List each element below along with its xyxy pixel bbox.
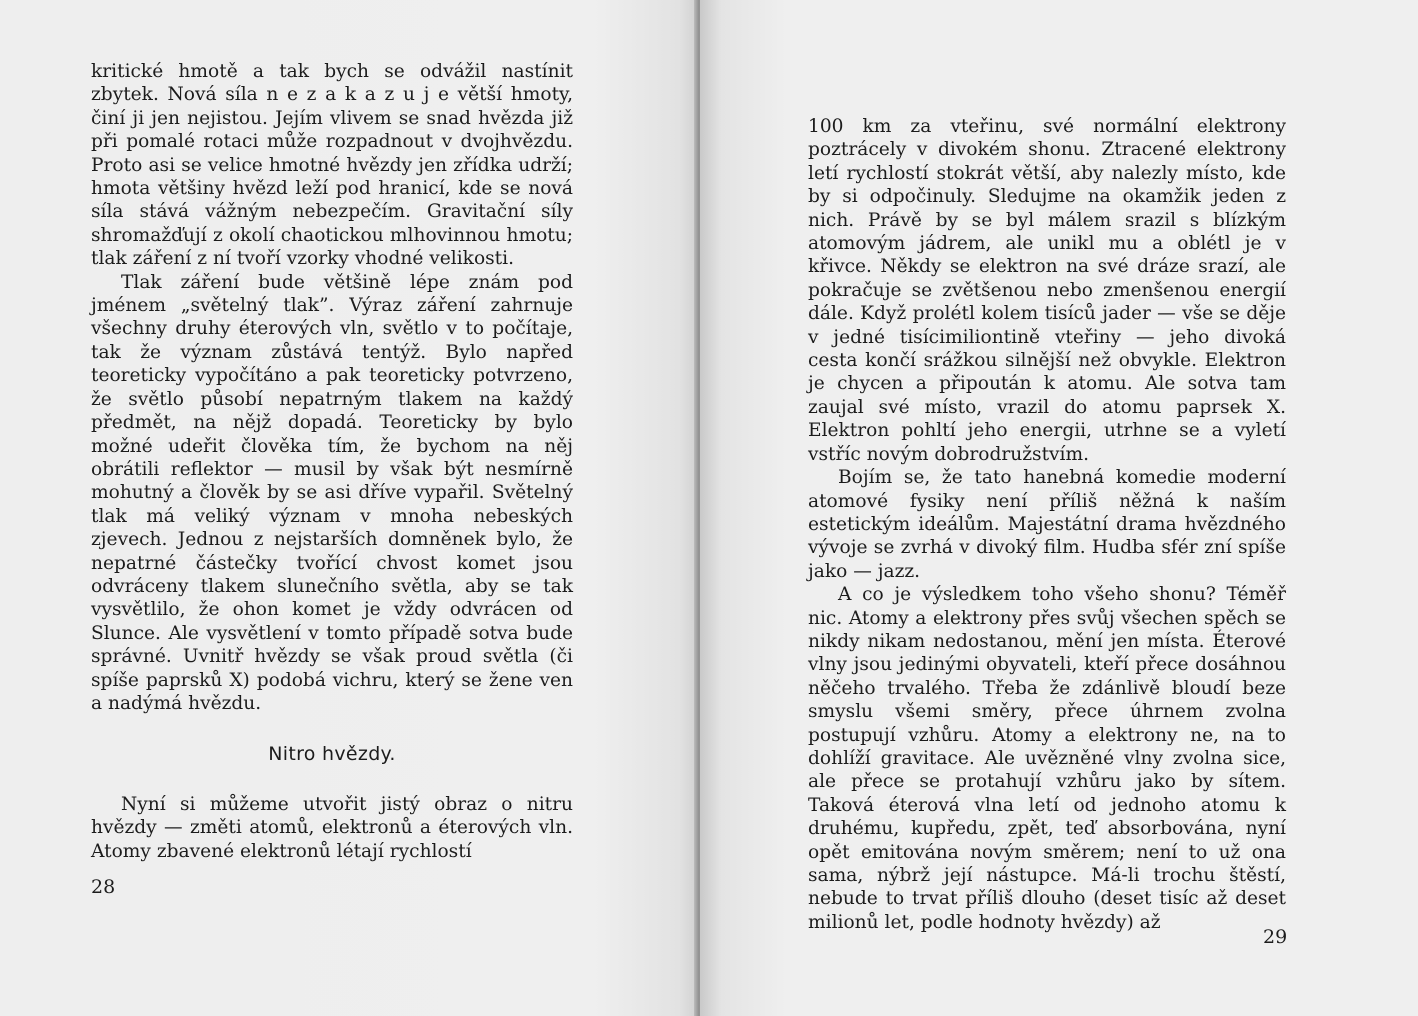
right-page-text <box>808 115 1286 934</box>
paragraph: 100 km za vteřinu, své normální elektrony poztrácely v divokém shonu. Ztracené elektrony letí rychlostí stokrát větší, aby nalezly místo, kde by si odpočinuly. Sledujme na okamžik jeden z nich. Právě by se byl málem srazil s blízkým atomovým jádrem, ale unikl mu a oblétl je v křivce. Někdy se elektron na své dráze srazí, ale pokračuje se zvětšenou nebo zmenšenou energií dále. Když prolétl kolem tisíců jader — vše se děje v jedné tisícimiliontině vteřiny — jeho divoká cesta končí srážkou silnější než obvykle. Elektron je chycen a připoután k atomu. Ale sotva tam zaujal své místo, vrazil do atomu paprsek X. Elektron pohltí jeho energii, utrhne se a vyletí vstříc novým dobrodružstvím. <box>808 116 1286 465</box>
paragraph: Nyní si můžeme utvořit jistý obraz o nitru hvězdy — změti atomů, elektronů a éterových vln. Atomy zbavené elektronů létají rychlostí <box>91 793 573 862</box>
left-page-text <box>91 60 573 863</box>
paragraph: Bojím se, že tato hanebná komedie moderní atomové fysiky není příliš něžná k naším estetickým ideálům. Majestátní drama hvězdného vývoje se zvrhá v divoký film. Hudba sfér zní spíše jako — jazz. <box>808 467 1286 582</box>
paragraph: Tlak záření bude většině lépe znám pod jménem „světelný tlak”. Výraz záření zahrnuje všechny druhy éterových vln, světlo v to počítaje, tak že význam zůstává tentýž. Bylo napřed teoreticky vypočítáno a pak teoreticky potvrzeno, že světlo působí nepatrným tlakem na každý předmět, na nějž dopadá. Teoreticky by bylo možné udeřit člověka tím, že bychom na něj obrátili reflektor — musil by však být nesmírně mohutný a člověk by se asi dříve vypařil. Světelný tlak má veliký význam v mnoha nebeských zjevech. Jednou z nejstarších domněnek bylo, že nepatrné částečky tvořící chvost komet jsou odvráceny tlakem slunečního světla, aby se tak vysvětlilo, že ohon komet je vždy odvrácen od Slunce. Ale vysvětlení v tomto případě sotva bude správné. Uvnitř hvězdy se však proud světla (či spíše paprsků X) podobá vichru, který se žene ven a nadýmá hvězdu. <box>91 271 573 714</box>
paragraph: kritické hmotě a tak bych se odvážil nastínit zbytek. Nová síla n e z a k a z u j e větší hmoty, činí ji jen nejistou. Jejím vlivem se snad hvězda již při pomalé rotaci může rozpadnout v dvojhvězdu. Proto asi se velice hmotné hvězdy jen zřídka udrží; hmota většiny hvězd leží pod hranicí, kde se nová síla stává vážným nebezpečím. Gravitační síly shromažďují z okolí chaotickou mlhovinnou hmotu; tlak záření z ní tvoří vzorky vhodné velikosti. <box>91 61 573 270</box>
page-number: 28 <box>91 876 116 898</box>
page-number: 29 <box>1263 926 1288 948</box>
paragraph: A co je výsledkem toho všeho shonu? Téměř nic. Atomy a elektrony přes svůj všechen spěch se nikdy nikam nedostanou, mění jen místa. Éterové vlny jsou jedinými obyvateli, kteří přece dosáhnou něčeho trvalého. Třeba že zdánlivě bloudí beze smyslu všemi směry, přece úhrnem zvolna postupují vzhůru. Atomy a elektrony ne, na to dohlíží gravitace. Ale uvězněné vlny zvolna sice, ale přece se protahují vzhůru jako by sítem. Taková éterová vlna letí od jednoho atomu k druhému, kupředu, zpět, teď absorbována, nyní opět emitována novým směrem; není to už ona sama, nýbrž její nástupce. Má-li trochu štěstí, nebude to trvat příliš dlouho (deset tisíc až deset milionů let, podle hodnoty hvězdy) až <box>808 584 1286 933</box>
left-page <box>0 0 700 1016</box>
section-heading: Nitro hvězdy. <box>268 743 396 766</box>
